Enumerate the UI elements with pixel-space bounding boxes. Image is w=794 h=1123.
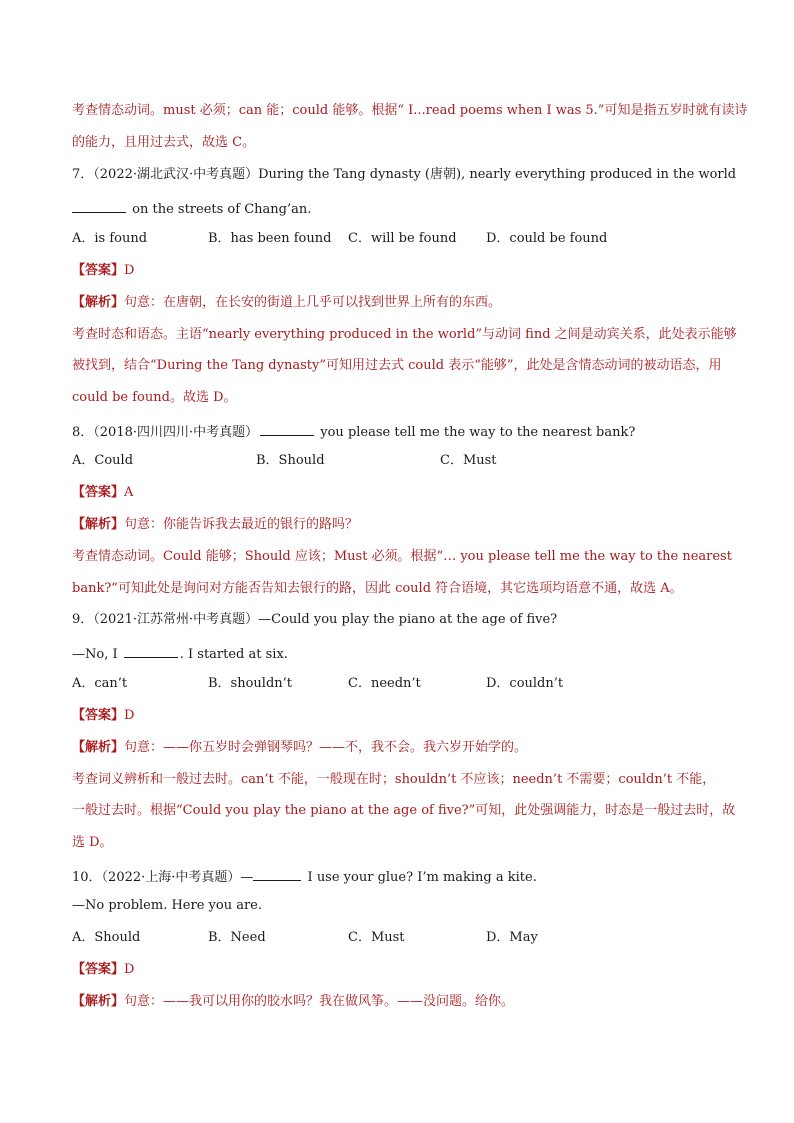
q8-option-a: A．Could [72, 453, 134, 468]
q8-explain-line-2: bank?”可知此处是询问对方能否告知去银行的路，因此 could 符合语境，其它选项均语意不通，故选 A。 [72, 581, 683, 596]
q8-stem [72, 421, 635, 442]
q9-option-b: B．shouldn’t [208, 676, 293, 691]
q7-option-d: D．could be found [486, 231, 608, 246]
q10-option-c: C．Must [348, 930, 405, 945]
q9-option-a: A．can’t [72, 676, 128, 691]
q10-stem-suffix: I use your glue? I’m making a kite. [307, 870, 537, 885]
q10-answer-blank [253, 866, 301, 881]
q7-stem-line-2 [72, 198, 311, 219]
q10-option-b: B．Need [208, 930, 266, 945]
q6-explain-line-2: 的能力，且用过去式，故选 C。 [72, 135, 256, 150]
answer-tag: 【答案】 [72, 962, 125, 977]
answer-tag: 【答案】 [72, 708, 125, 723]
q10-option-d: D．May [486, 930, 538, 945]
q7-explain-line-1: 考查时态和语态。主语“nearly everything produced in the world”与动词 find 之间是动宾关系，此处表示能够 [72, 327, 737, 342]
q9-answer-line [72, 707, 134, 725]
q10-stem-line-2: —No problem. Here you are. [72, 898, 262, 913]
q9-answer-blank [124, 643, 178, 658]
q7-option-c: C．will be found [348, 231, 457, 246]
q7-explain-line-2: 被找到，结合“During the Tang dynasty”可知用过去式 could 表示“能够”，此处是含情态动词的被动语态，用 [72, 358, 722, 373]
answer-value: D [124, 962, 135, 977]
answer-value: D [124, 708, 135, 723]
answer-value: A [124, 485, 134, 500]
answer-tag: 【答案】 [72, 263, 125, 278]
q10-answer-line [72, 961, 134, 979]
q8-answer-blank [260, 421, 314, 436]
q9-explain-line-3: 选 D。 [72, 835, 113, 850]
q7-stem-line-2-text: on the streets of Chang’an. [132, 202, 312, 217]
analysis-text: 句意：——你五岁时会弹钢琴吗？——不，我不会。我六岁开始学的。 [124, 740, 528, 755]
q8-option-b: B．Should [256, 453, 325, 468]
q10-option-a: A．Should [72, 930, 141, 945]
analysis-text: 句意：在唐朝，在长安的街道上几乎可以找到世界上所有的东西。 [124, 295, 502, 310]
q8-stem-prefix: 8．（2018·四川四川·中考真题） [72, 425, 259, 440]
q6-explain-line-1: 考查情态动词。must 必须；can 能；could 能够。根据“ I...read poems when I was 5.”可知是指五岁时就有读诗 [72, 103, 748, 118]
q8-stem-suffix: you please tell me the way to the nearest bank? [320, 425, 636, 440]
analysis-text: 句意：——我可以用你的胶水吗？我在做风筝。——没问题。给你。 [124, 994, 515, 1009]
answer-value: D [124, 263, 135, 278]
q8-option-c: C．Must [440, 453, 497, 468]
q7-explain-line-3: could be found。故选 D。 [72, 390, 237, 405]
analysis-tag: 【解析】 [72, 740, 125, 755]
analysis-tag: 【解析】 [72, 517, 125, 532]
q9-option-c: C．needn’t [348, 676, 421, 691]
q7-answer-line [72, 262, 134, 280]
q10-stem-line-1 [72, 866, 537, 887]
q7-answer-blank [72, 198, 126, 213]
q9-stem-prefix: —No, I [72, 647, 118, 662]
q9-explain-line-2: 一般过去时。根据“Could you play the piano at the age of five?”可知，此处强调能力，时态是一般过去时，故 [72, 803, 736, 818]
analysis-tag: 【解析】 [72, 994, 125, 1009]
analysis-text: 句意：你能告诉我去最近的银行的路吗？ [124, 517, 359, 532]
analysis-tag: 【解析】 [72, 295, 125, 310]
q10-stem-prefix: 10．（2022·上海·中考真题）— [72, 870, 254, 885]
q8-answer-line [72, 484, 133, 502]
q7-option-a: A．is found [72, 231, 148, 246]
q7-analysis-line [72, 294, 501, 312]
q10-analysis-line [72, 993, 514, 1011]
q9-explain-line-1: 考查词义辨析和一般过去时。can’t 不能，一般现在时；shouldn’t 不应该；needn’t 不需要；couldn’t 不能， [72, 772, 716, 787]
q9-stem-suffix: . I started at six. [179, 647, 288, 662]
answer-tag: 【答案】 [72, 485, 125, 500]
q9-analysis-line [72, 739, 527, 757]
q8-analysis-line [72, 516, 358, 534]
q7-option-b: B．has been found [208, 231, 332, 246]
q8-explain-line-1: 考查情态动词。Could 能够；Should 应该；Must 必须。根据“… you please tell me the way to the nearest [72, 549, 732, 564]
q9-stem-line-1: 9．（2021·江苏常州·中考真题）—Could you play the piano at the age of five? [72, 612, 558, 627]
q9-option-d: D．couldn’t [486, 676, 564, 691]
q9-stem-line-2 [72, 643, 288, 664]
q7-stem-line-1: 7．（2022·湖北武汉·中考真题）During the Tang dynasty (唐朝), nearly everything produced in the world [72, 167, 737, 182]
